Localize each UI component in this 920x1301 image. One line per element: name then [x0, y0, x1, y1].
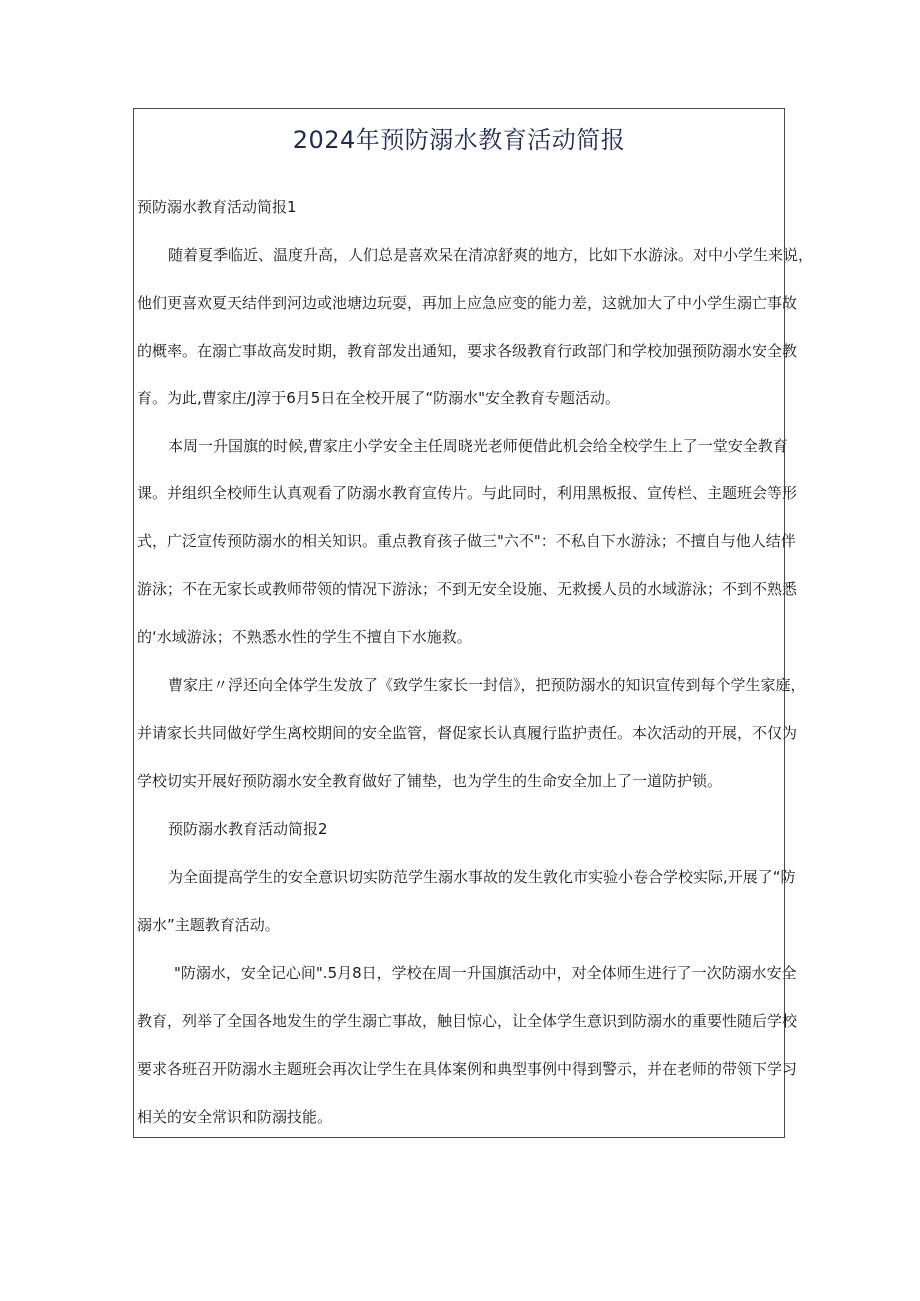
paragraph-line: 曹家庄〃浮还向全体学生发放了《致学生家长一封信》，把预防溺水的知识宣传到每个学生家庭，	[168, 676, 806, 694]
paragraph-line: 学校切实开展好预防溺水安全教育做好了铺垫，也为学生的生命安全加上了一道防护锁。	[137, 772, 723, 790]
paragraph-line: 并请家长共同做好学生离校期间的安全监管，督促家长认真履行监护责任。本次活动的开展，不仅为	[137, 724, 798, 742]
document-page	[133, 108, 814, 1138]
paragraph-line: 要求各班召开防溺水主题班会再次让学生在具体案例和典型事例中得到警示，并在老师的带领下学习	[137, 1060, 798, 1078]
paragraph-line: 相关的安全常识和防溺技能。	[137, 1108, 333, 1126]
paragraph-line: 课。并组织全校师生认真观看了防溺水教育宣传片。与此同时，利用黑板报、宣传栏、主题班会等形	[137, 484, 798, 502]
section-heading-2: 预防溺水教育活动简报2	[168, 820, 328, 838]
paragraph-line: "防溺水，安全记心间".5月8日，学校在周一升国旗活动中，对全体师生进行了一次防溺水安全	[174, 964, 797, 982]
paragraph-line: 游泳；不在无家长或教师带领的情况下游泳；不到无安全设施、无救援人员的水域游泳；不到不熟悉	[137, 580, 798, 598]
paragraph-line: 育。为此,曹家庄/J淳于6月5日在全校开展了“防溺水"安全教育专题活动。	[137, 389, 621, 407]
paragraph-line: 溺水”主题教育活动。	[137, 916, 280, 934]
paragraph-line: 式，广泛宣传预防溺水的相关知识。重点教育孩子做三"六不"：不私自下水游泳；不擅自与他人结伴	[137, 532, 796, 550]
paragraph-line: 的概率。在溺亡事故高发时期，教育部发出通知，要求各级教育行政部门和学校加强预防溺水安全教	[137, 342, 798, 360]
paragraph-line: 本周一升国旗的时候,曹家庄小学安全主任周晓光老师便借此机会给全校学生上了一堂安全教育	[168, 437, 788, 455]
paragraph-line: 他们更喜欢夏天结伴到河边或池塘边玩耍，再加上应急应变的能力差，这就加大了中小学生溺亡事故	[137, 294, 798, 312]
section-heading-1: 预防溺水教育活动简报1	[137, 198, 297, 216]
document-title: 2024年预防溺水教育活动简报	[292, 126, 626, 154]
paragraph-line: 随着夏季临近、温度升高，人们总是喜欢呆在清凉舒爽的地方，比如下水游泳。对中小学生来说，	[168, 246, 814, 264]
paragraph-line: 教育，列举了全国各地发生的学生溺亡事故，触目惊心，让全体学生意识到防溺水的重要性随后学校	[137, 1012, 798, 1030]
paragraph-line: 为全面提高学生的安全意识切实防范学生溺水事故的发生敦化市实验小卷合学校实际,开展了“防	[168, 868, 796, 886]
paragraph-line: 的‘水域游泳；不熟悉水性的学生不擅自下水施救。	[137, 628, 472, 646]
